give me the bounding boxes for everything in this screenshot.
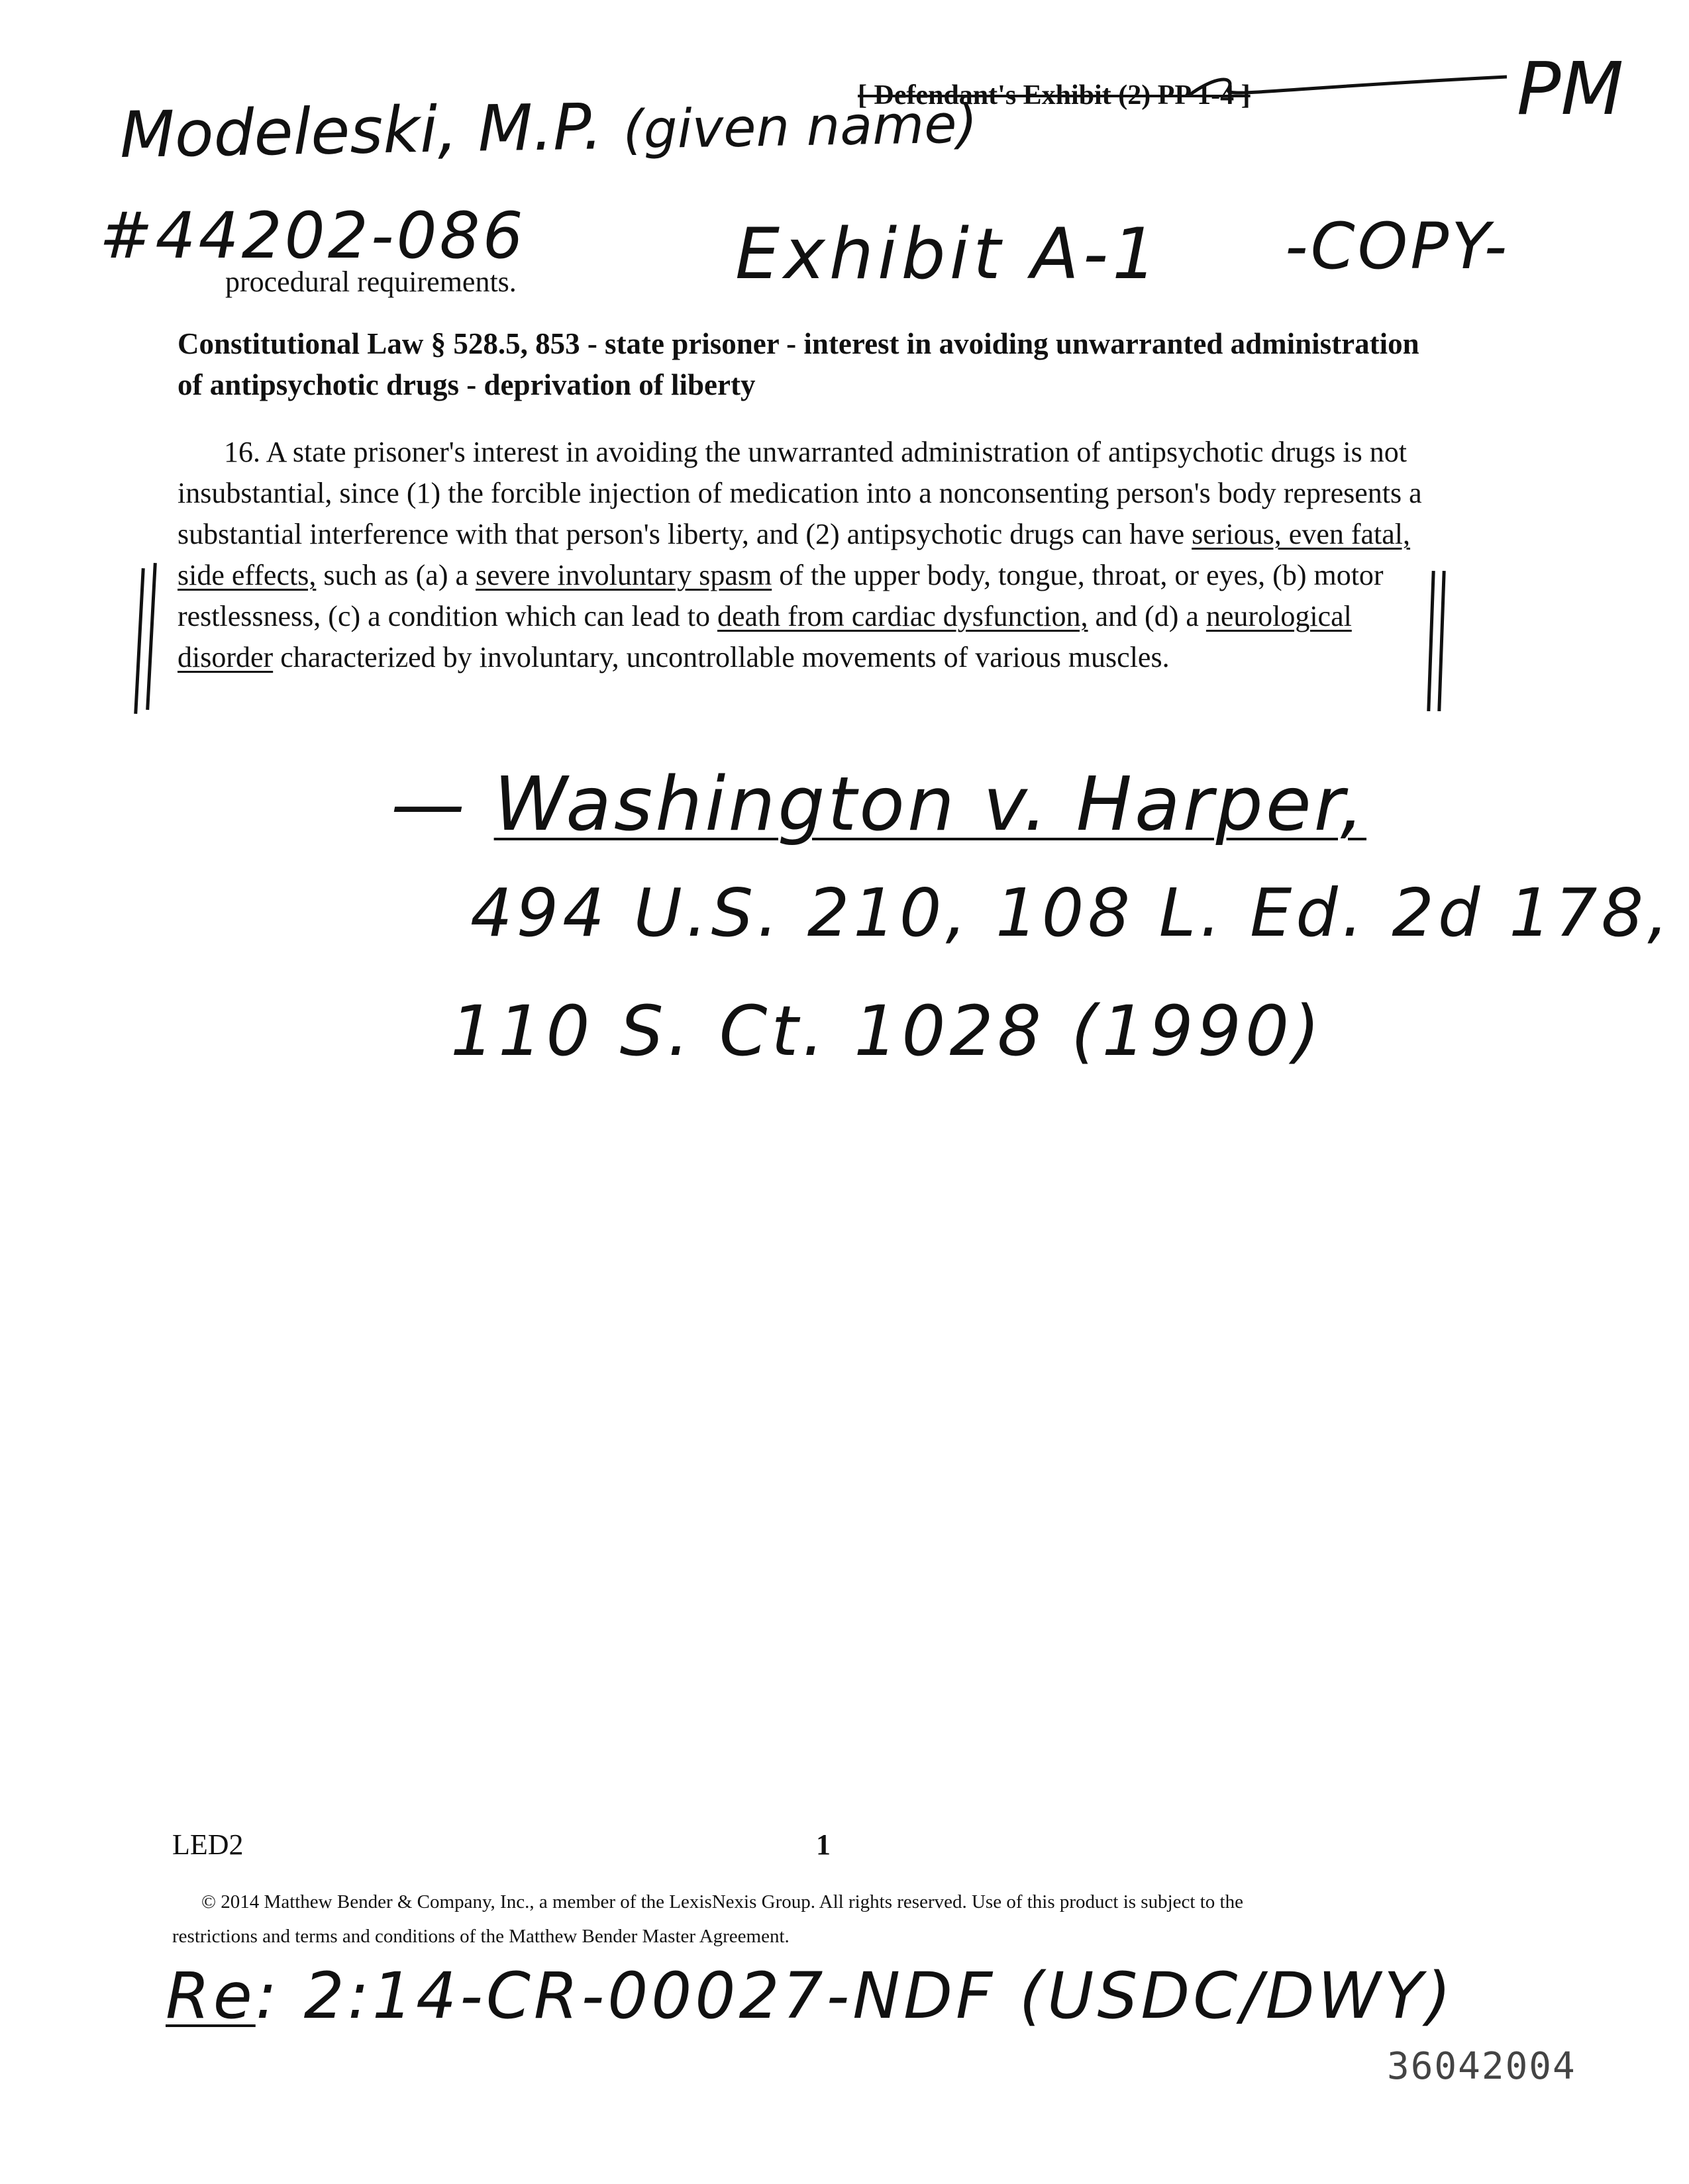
paragraph-text-5: characterized by involuntary, uncontrollable movements of various muscles. [273,641,1170,673]
footer-code: LED2 [172,1828,244,1861]
bates-number: 36042004 [1387,2045,1576,2088]
struck-exhibit-label: [ Defendant's Exhibit (2) PP 1-4 ] [858,80,1251,111]
paragraph-text-2: such as (a) a [316,559,476,591]
strike-tail-mark [1189,69,1507,109]
left-margin-bar [134,568,145,714]
page-number: 1 [816,1828,831,1861]
left-margin-bar [146,563,157,710]
case-reference-number: : 2:14-CR-00027-NDF (USDC/DWY) [255,1959,1455,2033]
case-reference-prefix: Re [166,1959,256,2033]
paragraph-text-4: and (d) a [1088,600,1206,632]
headnote-heading: Constitutional Law § 528.5, 853 - state prisoner - interest in avoiding unwarranted administration of antipsychotic drugs - deprivation of liberty [178,327,1419,401]
right-margin-bar [1437,571,1445,711]
citation-reporter: 494 U.S. 210, 108 L. Ed. 2d 178, [470,874,1672,952]
underlined-phrase-spasm: severe involuntary spasm [476,559,772,591]
citation-dash: — [391,762,494,848]
citation-case-name-line [391,762,1366,848]
copyright-line-1: © 2014 Matthew Bender & Company, Inc., a member of the LexisNexis Group. All rights reserved. Use of this product is subject to the [201,1891,1243,1912]
headnote-paragraph [178,432,1436,678]
handwritten-initials: PM [1517,46,1624,131]
underlined-phrase-side-effects: serious, even fatal, side effects, [178,518,1411,591]
handwritten-name-note: (given name) [622,93,978,161]
case-reference [166,1959,1455,2033]
paragraph-text-1: A state prisoner's interest in avoiding the unwarranted administration of antipsychotic drugs is not insubstantial, since (1) the forcible injection of medication into a nonconsenting person's body represents a substantial interference with that person's liberty, and (2) antipsychotic drugs can have [178,436,1422,550]
handwritten-exhibit-label: Exhibit A-1 [735,213,1161,295]
citation-court: 110 S. Ct. 1028 (1990) [450,991,1324,1071]
underlined-phrase-neurological: neurological disorder [178,600,1352,673]
continued-text: procedural requirements. [225,266,517,298]
paragraph-text-3: of the upper body, tongue, throat, or eyes, (b) motor restlessness, (c) a condition which can lead to [178,559,1384,632]
paragraph-number: 16. [224,436,260,468]
citation-case-name: Washington v. Harper, [493,762,1367,848]
copyright-line-2: restrictions and terms and conditions of the Matthew Bender Master Agreement. [172,1926,790,1947]
underlined-phrase-cardiac: death from cardiac dysfunction, [717,600,1088,632]
copyright-notice [172,1885,1457,1954]
handwritten-copy-label: -COPY- [1285,209,1510,283]
handwritten-name-text: Modeleski, M.P. [119,89,603,172]
handwritten-inmate-number: #44202-086 [99,199,526,273]
handwritten-name [119,83,978,172]
